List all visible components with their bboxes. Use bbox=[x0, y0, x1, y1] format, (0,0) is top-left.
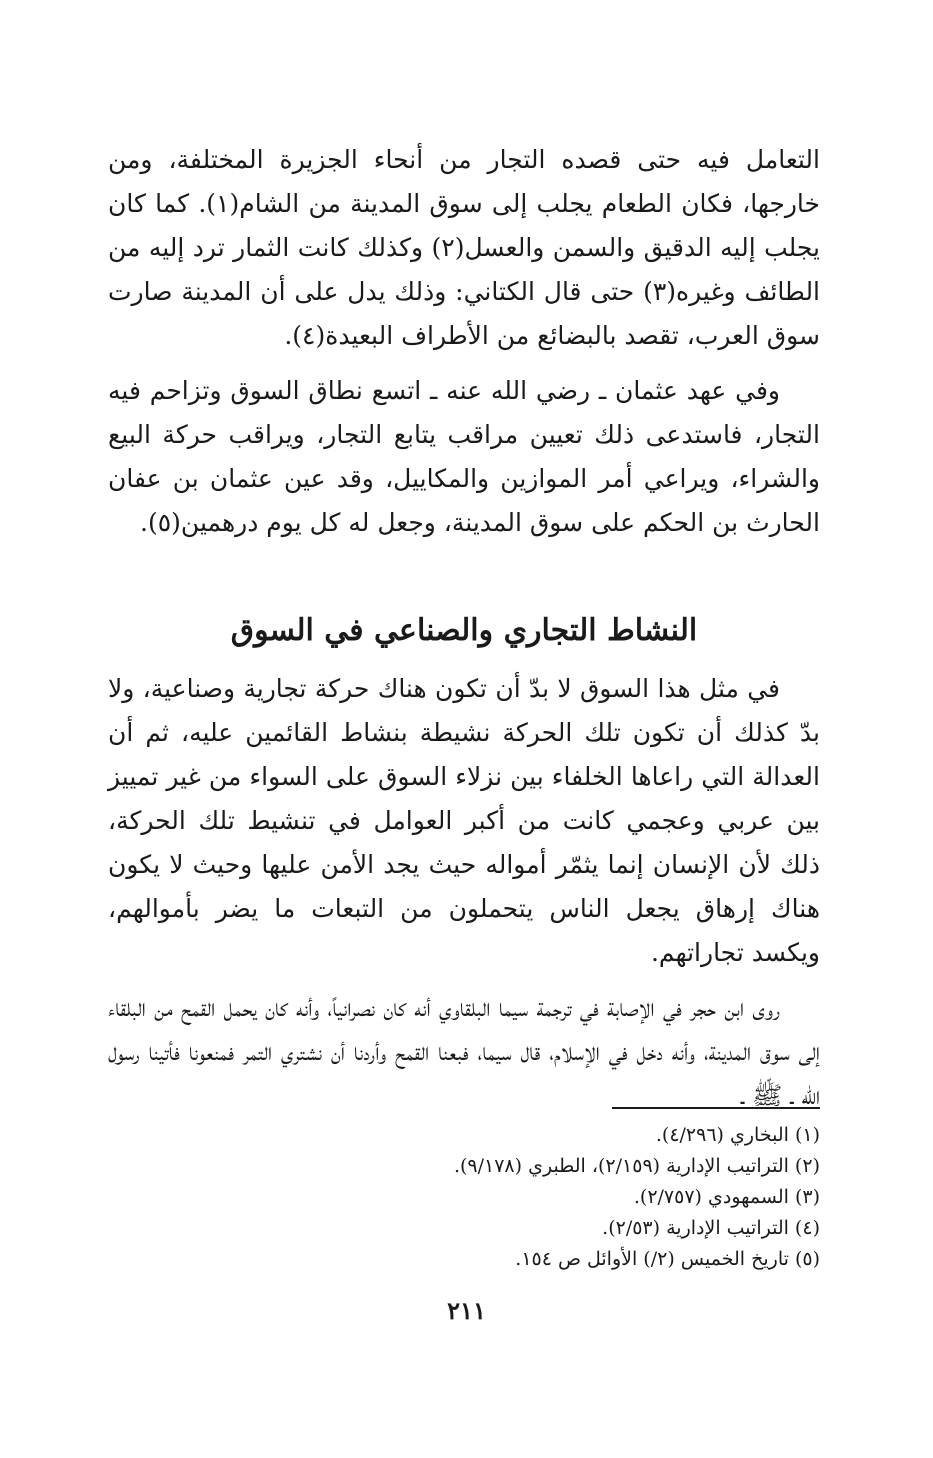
page-number: ٢١١ bbox=[447, 1296, 486, 1325]
page-body bbox=[108, 138, 820, 1118]
footnote-1: (١) البخاري (٤/٢٩٦). bbox=[655, 1124, 820, 1146]
footnotes bbox=[220, 1120, 820, 1275]
footnote-5: (٥) تاريخ الخميس (٢/) الأوائل ص ١٥٤. bbox=[515, 1248, 820, 1270]
section-heading: النشاط التجاري والصناعي في السوق bbox=[230, 613, 698, 648]
paragraph-1: التعامل فيه حتى قصده التجار من أنحاء الجزيرة المختلفة، ومن خارجها، فكان الطعام يجلب إلى سوق المدينة من الشام(١). كما كان يجلب إليه الدقيق والسمن والعسل(٢) وكذلك كانت الثمار ترد إليه من الطائف وغيره(٣) حتى قال الكتاني: وذلك يدل على أن المدينة صارت سوق العرب، تقصد بالبضائع من الأطراف البعيدة(٤). bbox=[108, 145, 821, 350]
paragraph-4: روى ابن حجر في الإصابة في ترجمة سيما البلقاوي أنه كان نصرانياً، وأنه كان يحمل القمح من البلقاء إلى سوق المدينة، وأنه دخل في الإسلام، قال سيما، فبعنا القمح وأردنا أن نشتري التمر فمنعونا فأتينا رسول الله ـ ﷺ ـ bbox=[108, 993, 820, 1110]
footnote-4: (٤) التراتيب الإدارية (٢/٥٣). bbox=[602, 1217, 820, 1239]
footnote-2: (٢) التراتيب الإدارية (٢/١٥٩)، الطبري (٩/١٧٨). bbox=[453, 1155, 820, 1177]
footnote-3: (٣) السمهودي (٢/٧٥٧). bbox=[633, 1186, 820, 1208]
paragraph-3: في مثل هذا السوق لا بدّ أن تكون هناك حركة تجارية وصناعية، ولا بدّ كذلك أن تكون تلك الحركة نشيطة بنشاط القائمين عليه، ثم أن العدالة التي راعاها الخلفاء بين نزلاء السوق على السواء من غير تمييز بين عربي وعجمي كانت من أكبر العوامل في تنشيط تلك الحركة، ذلك لأن الإنسان إنما يثمّر أمواله حيث يجد الأمن عليها وحيث لا يكون هناك إرهاق يجعل الناس يتحملون من التبعات ما يضر بأموالهم، ويكسد تجاراتهم. bbox=[108, 674, 820, 967]
paragraph-2: وفي عهد عثمان ـ رضي الله عنه ـ اتسع نطاق السوق وتزاحم فيه التجار، فاستدعى ذلك تعيين مراقب يتابع التجار، ويراقب حركة البيع والشراء، ويراعي أمر الموازين والمكاييل، وقد عين عثمان بن عفان الحارث بن الحكم على سوق المدينة، وجعل له كل يوم درهمين(٥). bbox=[108, 376, 820, 537]
footnote-divider bbox=[612, 1107, 820, 1109]
